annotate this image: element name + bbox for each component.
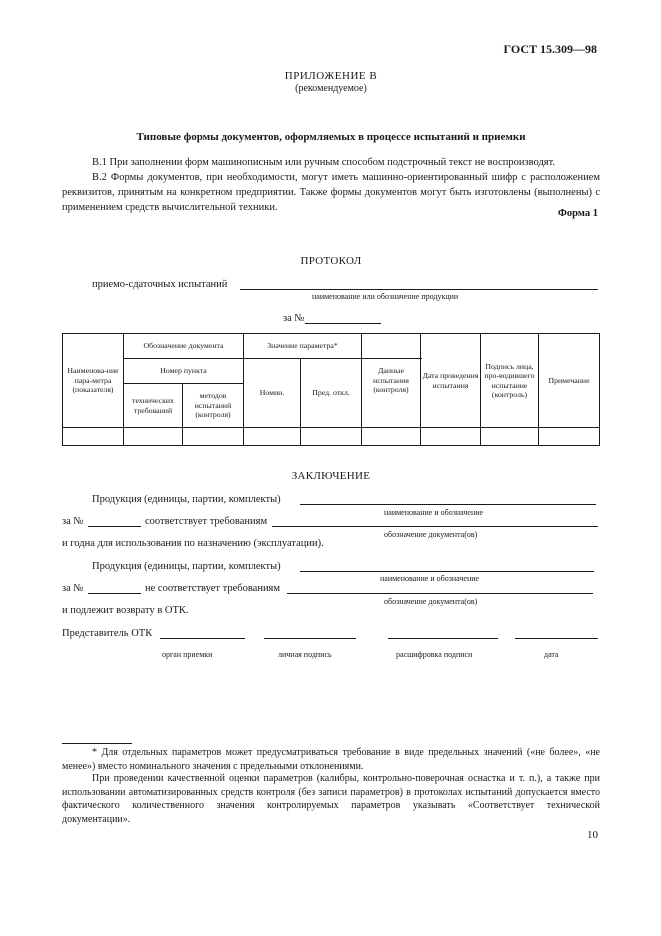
protocol-table <box>62 333 600 446</box>
col-header-nominal: Номин. <box>259 388 285 398</box>
col-group-document: Обозначение документа <box>143 341 224 351</box>
footnote-separator <box>62 743 132 744</box>
paragraph-b1: В.1 При заполнении форм машинописным или ручным способом подстрочный текст не воспроизводят. <box>92 157 556 168</box>
product-field[interactable] <box>240 289 598 290</box>
signature-decoding-field[interactable] <box>388 638 498 639</box>
conclusion-title: ЗАКЛЮЧЕНИЕ <box>291 470 371 482</box>
paragraph-b2: В.2 Формы документов, при необходимости, могут иметь машинно-ориентированный шифр с расположением реквизитов, принятым на конкретном предприятии. Также формы документов могут быть изготовлены (выполнены) с применением средств вычислительной техники. <box>62 172 600 213</box>
document-field-2[interactable] <box>287 593 593 594</box>
col-header-test-date: Дата проведения испытания <box>422 371 479 390</box>
signature-field[interactable] <box>264 638 356 639</box>
document-code: ГОСТ 15.309—98 <box>503 42 597 56</box>
otk-representative-label: Представитель ОТК <box>62 628 153 639</box>
product-name-field-2[interactable] <box>300 571 594 572</box>
document-caption-2: обозначение документа(ов) <box>384 597 478 606</box>
table-cell-empty[interactable] <box>301 428 361 445</box>
table-cell-empty[interactable] <box>481 428 538 445</box>
product-label-1: Продукция (единицы, партии, комплекты) <box>92 494 281 505</box>
product-name-caption-2: наименование и обозначение <box>380 574 480 583</box>
table-cell-empty[interactable] <box>183 428 243 445</box>
col-header-test-data: Данные испытания (контроля) <box>373 366 409 395</box>
protocol-number-label: за № <box>283 313 305 324</box>
col-group-parameter-value: Значение параметра* <box>267 341 338 351</box>
protocol-number-field[interactable] <box>305 323 381 324</box>
col-header-tech-requirements: технических требований <box>132 396 174 415</box>
number-field-1[interactable] <box>88 526 141 527</box>
col-header-note: Примечание <box>548 375 590 385</box>
signature-decoding-caption: расшифровка подписи <box>396 650 473 659</box>
table-cell-empty[interactable] <box>63 428 123 445</box>
form-label: Форма 1 <box>557 208 598 219</box>
table-cell-empty[interactable] <box>539 428 599 445</box>
number-field-2[interactable] <box>88 593 141 594</box>
document-field-1[interactable] <box>272 526 598 527</box>
signature-caption: личная подпись <box>278 650 332 659</box>
date-field[interactable] <box>515 638 598 639</box>
col-header-signature: Подпись лица, про-водившего испытание (контроль) <box>484 361 535 399</box>
protocol-title: ПРОТОКОЛ <box>300 255 362 267</box>
appendix-title: ПРИЛОЖЕНИЕ В <box>284 70 378 82</box>
table-cell-empty[interactable] <box>244 428 300 445</box>
return-to-otk-text: и подлежит возврату в ОТК. <box>62 605 189 616</box>
date-caption: дата <box>544 650 559 659</box>
footnote-text-1: * Для отдельных параметров может предусматриваться требование в виде предельных значений («не более», «не менее») вместо номинального значения с предельными отклонениями. <box>62 747 600 772</box>
number-label-2: за № <box>62 583 84 594</box>
number-label-1: за № <box>62 516 84 527</box>
col-header-deviation: Пред. откл. <box>312 388 350 398</box>
acceptance-body-field[interactable] <box>160 638 245 639</box>
footnote-text-2: При проведении качественной оценки параметров (калибры, контрольно-поверочная оснастка и т. п.), а также при использовании автоматизированных средств контроля (без записи параметров) в протоколах испытаний допускается вместо фактического количественного значения контролируемых параметров указывать «Соответствует технической документации». <box>62 773 600 825</box>
document-caption-1: обозначение документа(ов) <box>384 530 478 539</box>
page-number: 10 <box>587 829 598 841</box>
acceptance-body-caption: орган приемки <box>162 650 213 659</box>
conforms-text: соответствует требованиям <box>145 516 268 527</box>
protocol-test-label: приемо-сдаточных испытаний <box>92 279 228 290</box>
section-title: Типовые формы документов, оформляемых в процессе испытаний и приемки <box>136 131 526 143</box>
col-header-test-methods: методов испытаний (контроля) <box>194 391 232 420</box>
product-name-field-1[interactable] <box>300 504 596 505</box>
table-cell-empty[interactable] <box>421 428 480 445</box>
not-conforms-text: не соответствует требованиям <box>145 583 281 594</box>
table-cell-empty[interactable] <box>362 428 420 445</box>
product-name-caption-1: наименование и обозначение <box>384 508 484 517</box>
fit-for-use-text: и годна для использования по назначению (эксплуатации). <box>62 538 324 549</box>
product-field-caption: наименование или обозначение продукции <box>312 292 459 301</box>
product-label-2: Продукция (единицы, партии, комплекты) <box>92 561 281 572</box>
table-cell-empty[interactable] <box>124 428 182 445</box>
appendix-subtitle: (рекомендуемое) <box>295 83 367 94</box>
col-group-item-number: Номер пункта <box>160 366 207 376</box>
col-header-parameter-name: Наименова-ние пара-метра (показателя) <box>67 366 119 395</box>
